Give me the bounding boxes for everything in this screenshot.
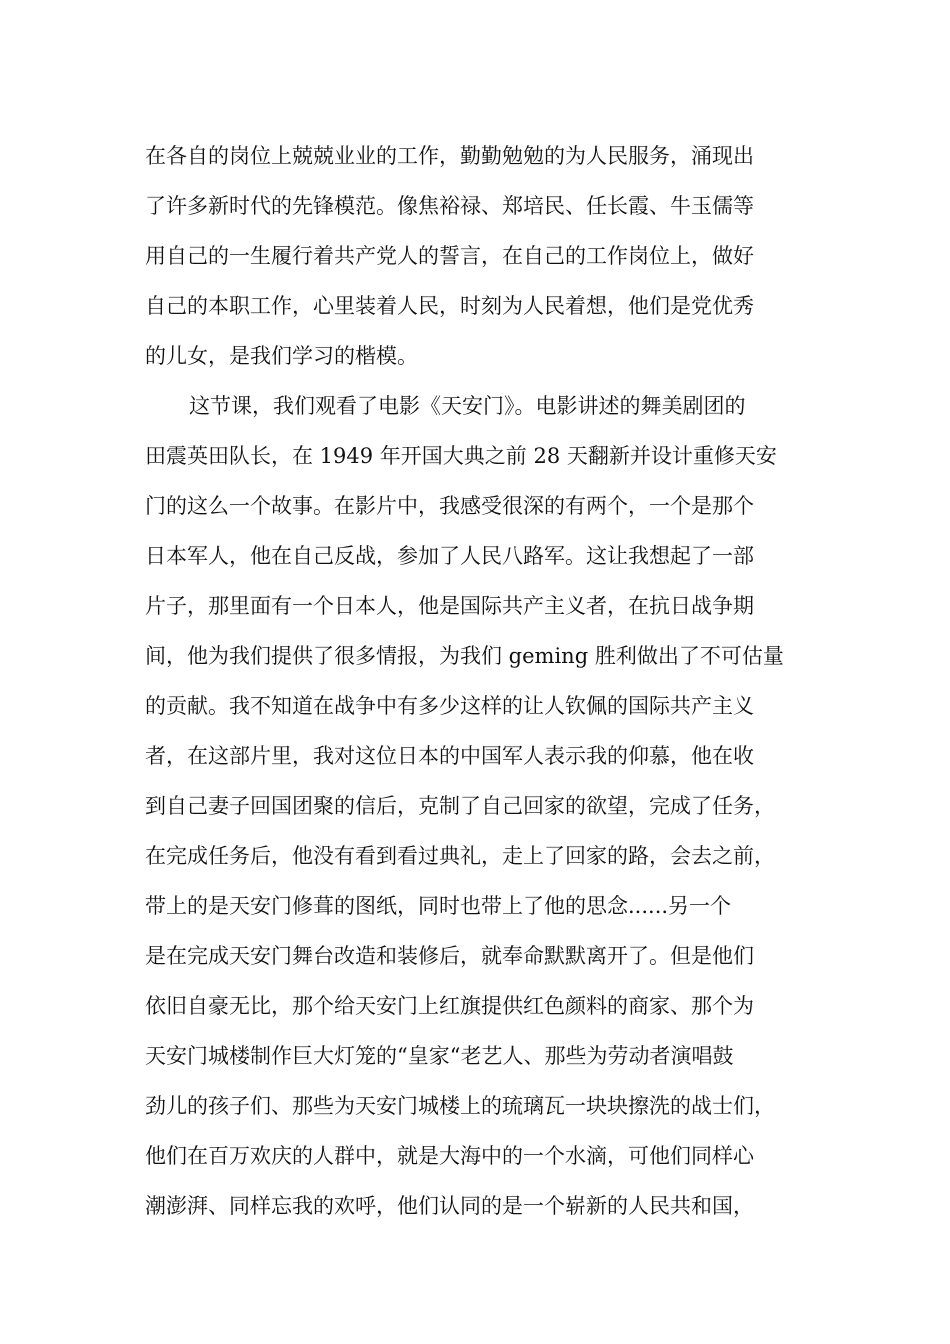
text-line: 天安门城楼制作巨大灯笼的“皇家“老艺人、那些为劳动者演唱鼓 [145,1044,734,1068]
text-line: 间，他为我们提供了很多情报，为我们 geming 胜利做出了不可估量 [145,644,784,668]
text-line: 日本军人，他在自己反战，参加了人民八路军。这让我想起了一部 [145,544,754,568]
text-line: 他们在百万欢庆的人群中，就是大海中的一个水滴，可他们同样心 [145,1144,754,1168]
text-line: 了许多新时代的先锋模范。像焦裕禄、郑培民、任长霞、牛玉儒等 [145,194,754,218]
text-line: 片子，那里面有一个日本人，他是国际共产主义者，在抗日战争期 [145,594,754,618]
text-line: 劲儿的孩子们、那些为天安门城楼上的琉璃瓦一块块擦洗的战士们， [145,1094,775,1118]
text-line: 在各自的岗位上兢兢业业的工作，勤勤勉勉的为人民服务，涌现出 [145,144,754,168]
text-line: 门的这么一个故事。在影片中，我感受很深的有两个，一个是那个 [145,494,754,518]
text-line: 田震英田队长，在 1949 年开国大典之前 28 天翻新并设计重修天安 [145,444,777,468]
text-line: 的儿女，是我们学习的楷模。 [145,344,418,368]
text-line: 带上的是天安门修葺的图纸，同时也带上了他的思念......另一个 [145,894,732,918]
text-line: 在完成任务后，他没有看到看过典礼，走上了回家的路，会去之前， [145,844,775,868]
body-text [145,131,825,1231]
text-line: 潮澎湃、同样忘我的欢呼，他们认同的是一个崭新的人民共和国， [145,1194,754,1218]
text-line: 依旧自豪无比，那个给天安门上红旗提供红色颜料的商家、那个为 [145,994,754,1018]
text-line: 用自己的一生履行着共产党人的誓言，在自己的工作岗位上，做好 [145,244,754,268]
text-line: 到自己妻子回国团聚的信后，克制了自己回家的欲望，完成了任务， [145,794,775,818]
text-line: 自己的本职工作，心里装着人民，时刻为人民着想，他们是党优秀 [145,294,754,318]
text-line: 者，在这部片里，我对这位日本的中国军人表示我的仰慕，他在收 [145,744,754,768]
text-line: 是在完成天安门舞台改造和装修后，就奉命默默离开了。但是他们 [145,944,754,968]
text-line: 这节课，我们观看了电影《天安门》。电影讲述的舞美剧团的 [189,394,746,418]
text-line: 的贡献。我不知道在战争中有多少这样的让人钦佩的国际共产主义 [145,694,754,718]
